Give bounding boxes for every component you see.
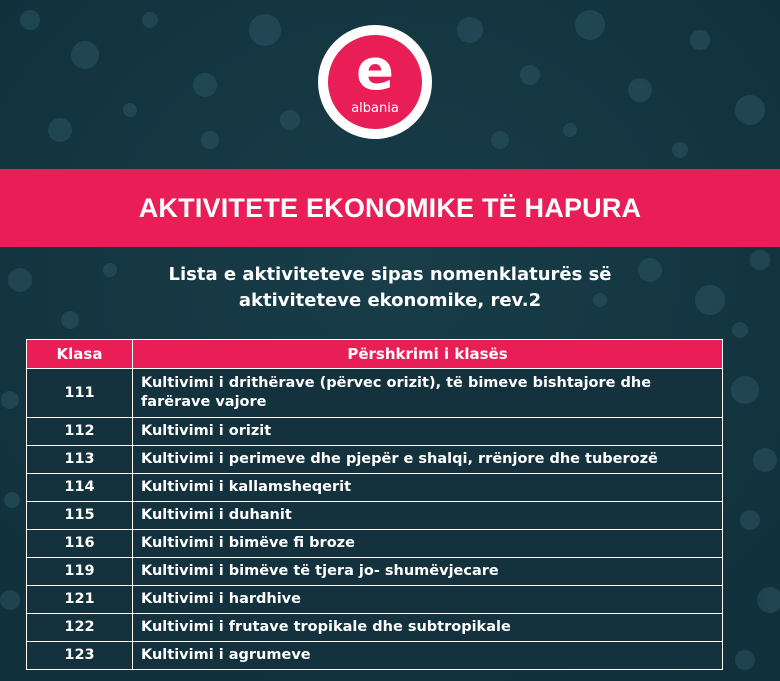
class-code: 114 xyxy=(27,474,133,502)
class-description: Kultivimi i duhanit xyxy=(133,502,723,530)
logo-circle xyxy=(328,35,422,129)
table-row xyxy=(27,614,723,642)
table-row xyxy=(27,530,723,558)
activities-table-wrapper xyxy=(26,339,722,670)
subtitle-line-1: Lista e aktiviteteve sipas nomenklaturës së xyxy=(168,264,612,285)
class-code: 112 xyxy=(27,418,133,446)
class-description: Kultivimi i bimëve fi broze xyxy=(133,530,723,558)
table-row xyxy=(27,474,723,502)
table-row xyxy=(27,369,723,418)
class-code: 116 xyxy=(27,530,133,558)
column-header-pershkrimi: Përshkrimi i klasës xyxy=(133,340,723,369)
table-row xyxy=(27,642,723,670)
table-row xyxy=(27,446,723,474)
description-line-2: farërave vajore xyxy=(141,394,267,410)
table-row xyxy=(27,418,723,446)
page-subtitle xyxy=(80,262,700,314)
e-albania-logo xyxy=(318,25,432,139)
table-row xyxy=(27,502,723,530)
description-line-1: Kultivimi i drithërave (përvec orizit), të bimeve bishtajore dhe xyxy=(141,375,652,391)
class-code: 113 xyxy=(27,446,133,474)
activities-table xyxy=(26,339,723,670)
class-description: Kultivimi i orizit xyxy=(133,418,723,446)
class-description xyxy=(133,369,723,418)
class-description: Kultivimi i kallamsheqerit xyxy=(133,474,723,502)
class-code: 122 xyxy=(27,614,133,642)
subtitle-line-2: aktiviteteve ekonomike, rev.2 xyxy=(238,290,542,311)
class-code: 115 xyxy=(27,502,133,530)
class-code: 111 xyxy=(27,369,133,418)
page-title: AKTIVITETE EKONOMIKE TË HAPURA xyxy=(138,193,642,223)
table-header-row xyxy=(27,340,723,369)
title-banner xyxy=(0,169,780,247)
class-description: Kultivimi i perimeve dhe pjepër e shalqi, rrënjore dhe tuberozë xyxy=(133,446,723,474)
logo-letter: e xyxy=(356,38,394,103)
class-description: Kultivimi i hardhive xyxy=(133,586,723,614)
class-description: Kultivimi i bimëve të tjera jo- shumëvjecare xyxy=(133,558,723,586)
class-description: Kultivimi i agrumeve xyxy=(133,642,723,670)
class-description: Kultivimi i frutave tropikale dhe subtropikale xyxy=(133,614,723,642)
class-code: 123 xyxy=(27,642,133,670)
table-row xyxy=(27,586,723,614)
table-row xyxy=(27,558,723,586)
column-header-klasa: Klasa xyxy=(27,340,133,369)
logo-word: albania xyxy=(351,101,399,116)
class-code: 119 xyxy=(27,558,133,586)
class-code: 121 xyxy=(27,586,133,614)
